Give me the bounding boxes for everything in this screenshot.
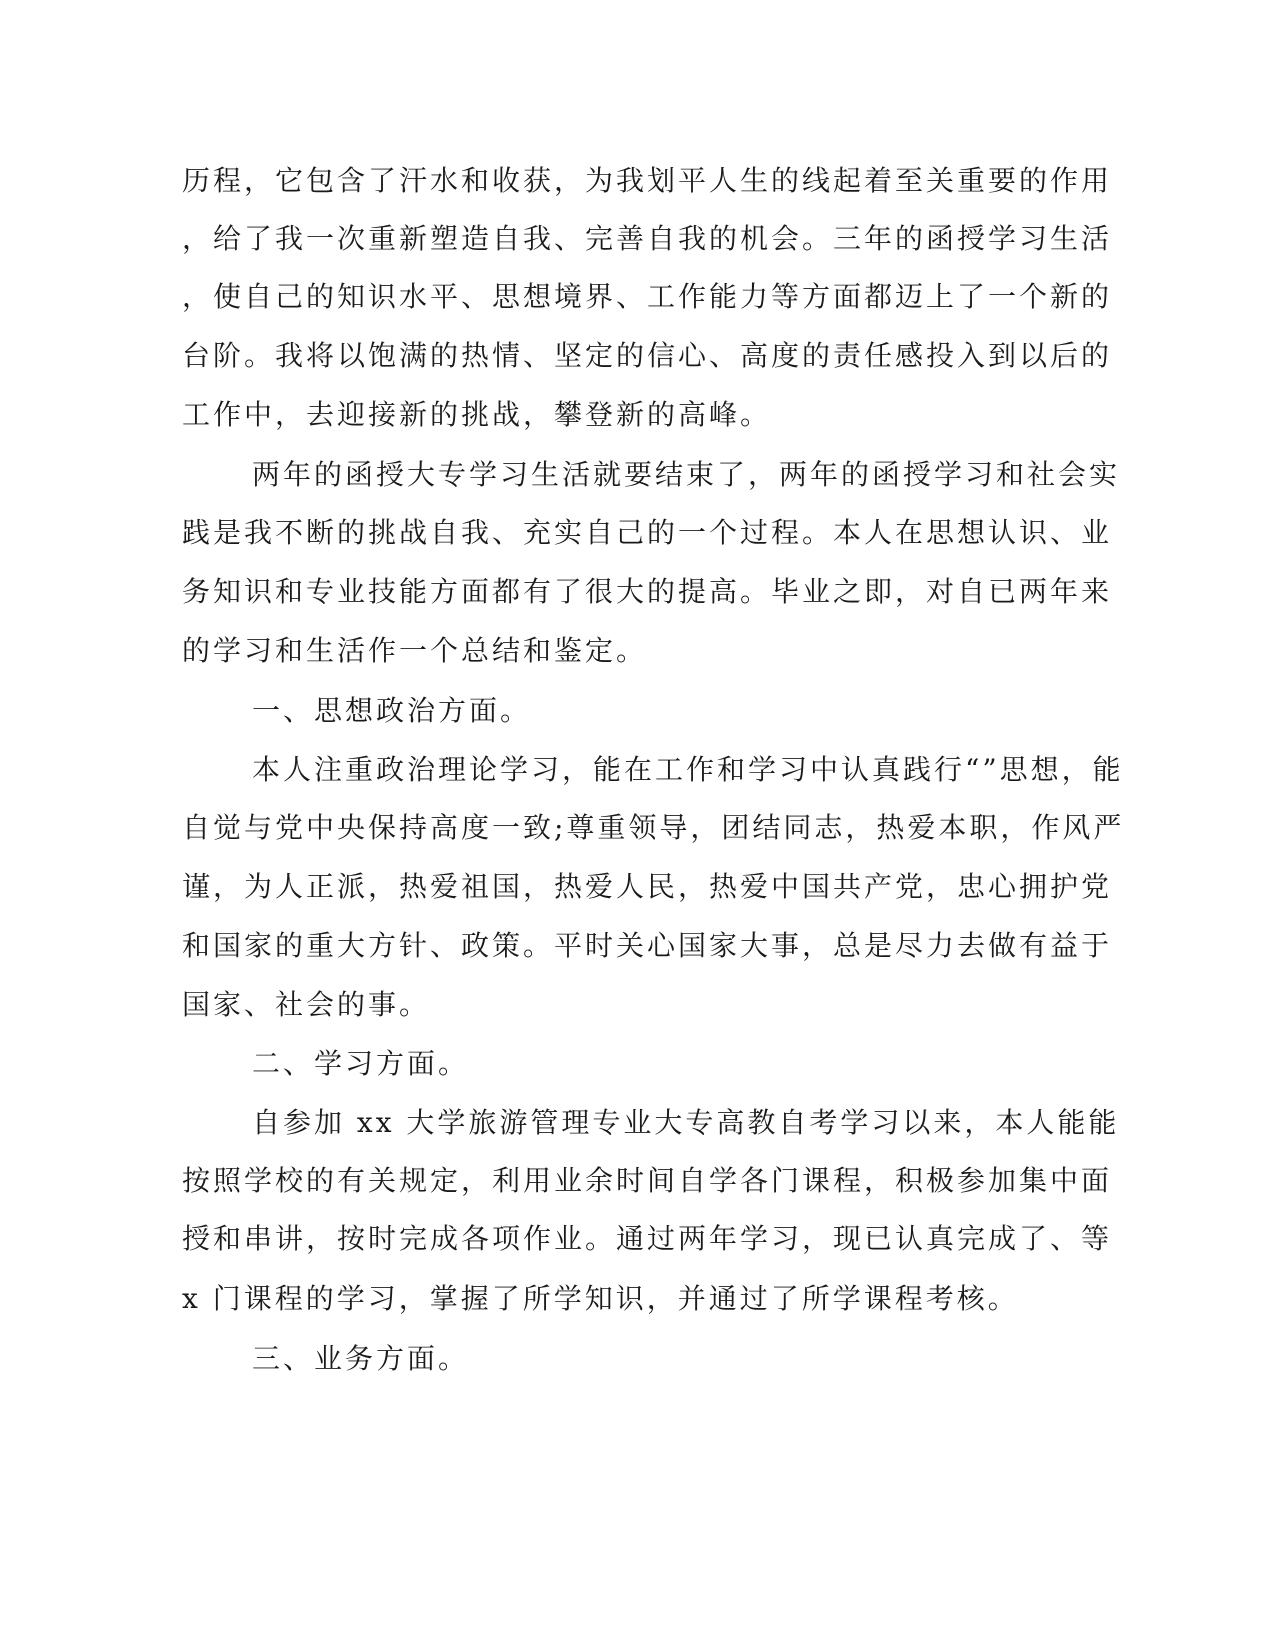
text-line: 自觉与党中央保持高度一致;尊重领导，团结同志，热爱本职，作风严 (182, 811, 1125, 844)
section-heading: 二、学习方面。 (252, 1047, 470, 1080)
section-heading: 一、思想政治方面。 (252, 694, 532, 727)
text-line: ，使自己的知识水平、思想境界、工作能力等方面都迈上了一个新的 (182, 280, 1113, 313)
text-line: 和国家的重大方针、政策。平时关心国家大事，总是尽力去做有益于 (182, 929, 1113, 962)
text-line: 两年的函授大专学习生活就要结束了，两年的函授学习和社会实 (252, 458, 1121, 491)
text-line: 本人注重政治理论学习，能在工作和学习中认真践行“”思想，能 (252, 753, 1124, 786)
section-heading: 三、业务方面。 (252, 1342, 470, 1375)
text-line: 按照学校的有关规定，利用业余时间自学各门课程，积极参加集中面 (182, 1164, 1113, 1197)
text-line: x 门课程的学习，掌握了所学知识，并通过了所学课程考核。 (182, 1282, 1019, 1315)
text-line: 践是我不断的挑战自我、充实自己的一个过程。本人在思想认识、业 (182, 516, 1113, 549)
text-line: 台阶。我将以饱满的热情、坚定的信心、高度的责任感投入到以后的 (182, 339, 1113, 372)
text-line: 授和串讲，按时完成各项作业。通过两年学习，现已认真完成了、等 (182, 1222, 1113, 1255)
text-line: 国家、社会的事。 (182, 988, 431, 1021)
text-line: 务知识和专业技能方面都有了很大的提高。毕业之即，对自已两年来 (182, 575, 1113, 608)
text-line: 工作中，去迎接新的挑战，攀登新的高峰。 (182, 398, 772, 431)
text-line: 的学习和生活作一个总结和鉴定。 (182, 634, 648, 667)
text-line: 谨，为人正派，热爱祖国，热爱人民，热爱中国共产党，忠心拥护党 (182, 870, 1113, 903)
text-line: ，给了我一次重新塑造自我、完善自我的机会。三年的函授学习生活 (182, 222, 1113, 255)
text-line: 历程，它包含了汗水和收获，为我划平人生的线起着至关重要的作用 (182, 164, 1113, 197)
text-line: 自参加 xx 大学旅游管理专业大专高教自考学习以来，本人能能 (252, 1106, 1120, 1139)
